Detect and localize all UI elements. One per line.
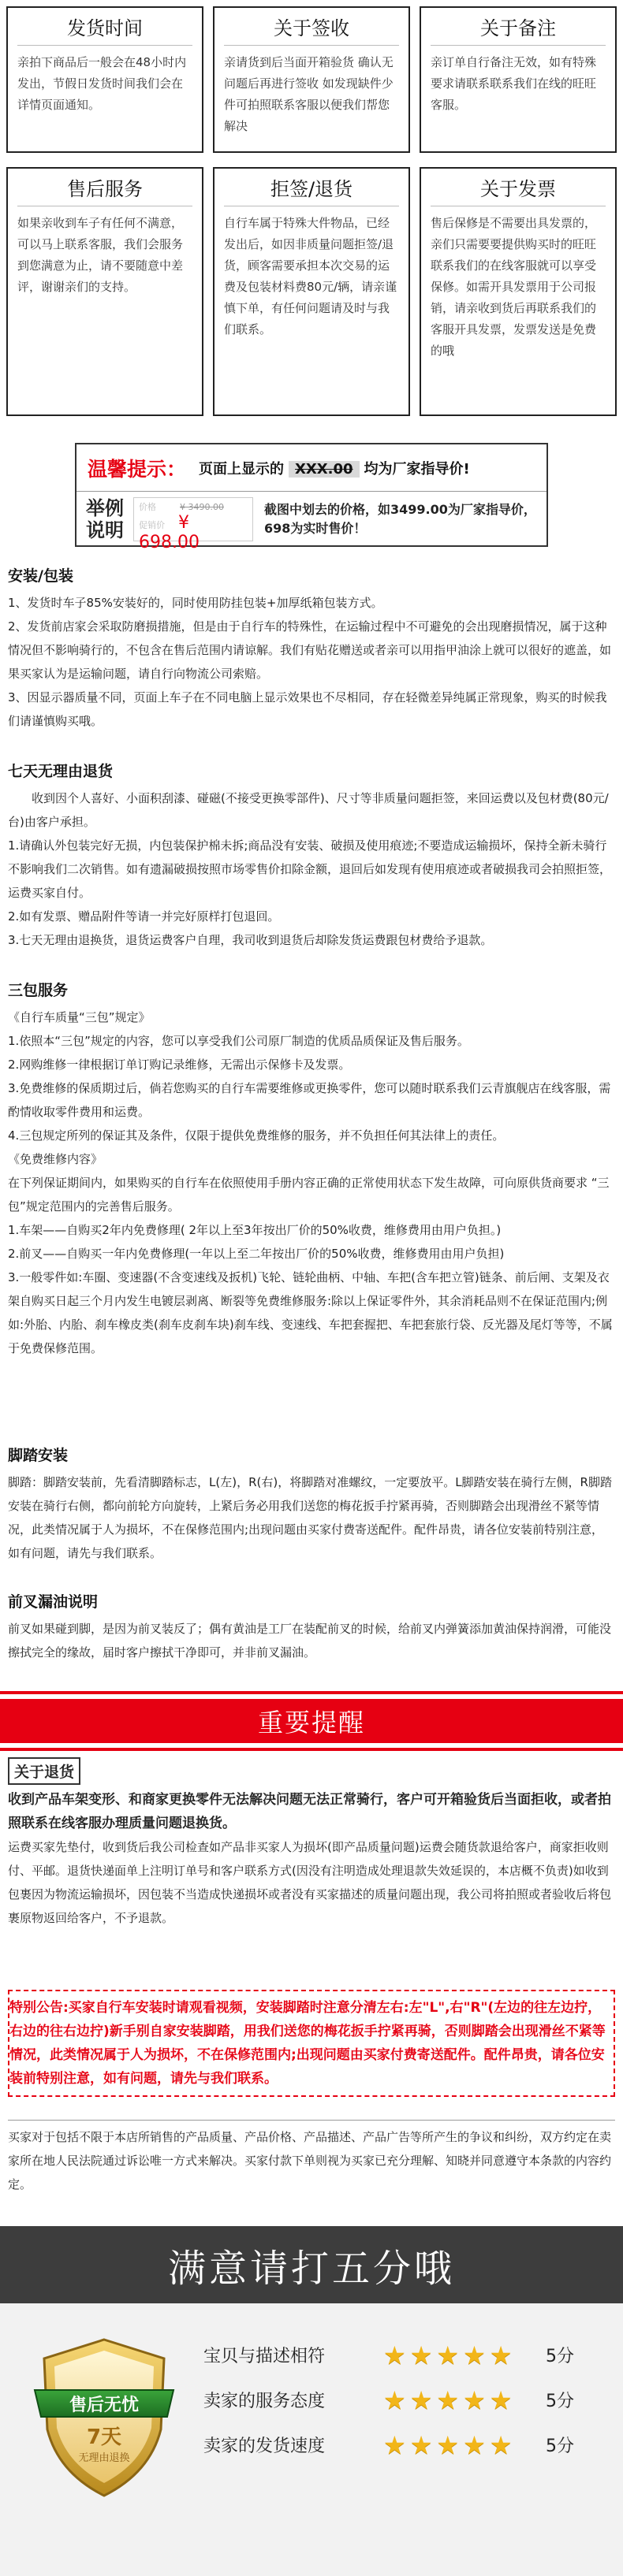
pedal-section: [8, 1444, 615, 1565]
section-title: 脚踏安装: [8, 1447, 69, 1464]
star-icon: ★: [489, 2385, 513, 2415]
return-line: 1.请确认外包装完好无损，内包装保护棉未拆;商品没有安装、破损及使用痕迹;不要造成运输损坏，保持全新未骑行不影响我们二次销售。如有遗漏破损按照市场零售价扣除金额，退回后如发现有使用痕迹或者破损我司会拍照拒签，运费买家自付。: [8, 838, 612, 900]
example-label: [76, 497, 133, 541]
rating-section: [0, 2226, 623, 2576]
sale-price: ¥ 698.00: [139, 513, 200, 552]
original-price-row: [139, 500, 248, 513]
star-icon: ★: [463, 2340, 486, 2370]
rating-banner-title: 满意请打五分哦: [167, 2246, 455, 2291]
rating-banner: [0, 2226, 623, 2303]
box-title: 售后服务: [17, 173, 192, 206]
box-title: 发货时间: [17, 13, 192, 46]
reminder-header: [76, 444, 547, 492]
warranty-red-note: 在下列保证期间内，如果购买的自行车在依照使用手册内容正确的正常使用状态下发生故障，可向原供货商要求 “三包”规定范围内的完善售后服务。: [8, 1176, 610, 1214]
star-icon: ★: [383, 2429, 406, 2460]
special-notice-text: 特别公告:买家自行车安装时请观看视频，安装脚踏时注意分清左右:左"L",右"R"(左边的往左边拧，右边的往右边拧)新手别自家安装脚踏，用我们送您的梅花扳手拧紧再骑，否则脚踏会出现滑丝不紧等情况，此类情况属于人为损坏，不在保修范围内;出现问题由买家付费寄送配件。配件昂贵，请各位安装前特别注意，如有问题，请先与我们联系。: [9, 2000, 606, 2087]
reminder-title: 温馨提示：: [88, 457, 187, 481]
warranty-line: 3.一般零件如:车圈、变速器(不含变速线及扳机)飞轮、链轮曲柄、中轴、车把(含车把立管)链条、前后闸、支架及衣架自购买日起三个月内发生电镀层剥离、断裂等免费维修服务:除以上保证零件外，其余消耗品则不在保证范围内;例如:外胎、内胎、刹车橡皮类(刹车皮刹车块)刹车线、变速线、车把套握把、车把套旅行袋、反光器及尾灯等等，不属于免费保修范围。: [8, 1270, 613, 1355]
dispute-section: [8, 2120, 615, 2196]
rating-row: [203, 2377, 598, 2422]
install-section: [8, 564, 615, 733]
star-group: [383, 2385, 541, 2415]
rating-score: 5分: [546, 2392, 574, 2411]
star-group: [383, 2340, 541, 2370]
warranty-line: 4.三包规定所列的保证其及条件，仅限于提供免费维修的服务，并不负担任何其法律上的责任。: [8, 1128, 505, 1143]
install-line: 1、发货时车子85%安装好的，同时使用防挂包装+加厚纸箱包装方式。: [8, 596, 383, 610]
box-title: 关于签收: [224, 13, 399, 46]
price-label: 价格: [139, 502, 156, 512]
rating-row: [203, 2333, 598, 2377]
star-icon: ★: [409, 2385, 433, 2415]
warranty-line: 2.前叉——自购买一年内免费修理(一年以上至二年按出厂价的50%收费，维修费用由用户负担): [8, 1247, 505, 1261]
rating-list: [203, 2333, 598, 2467]
example-note: 截图中划去的价格，如3499.00为厂家指导价，698为实时售价！: [264, 502, 536, 536]
star-icon: ★: [409, 2429, 433, 2460]
star-group: [383, 2429, 541, 2460]
box-title: 关于备注: [431, 13, 606, 46]
box-text: 如果亲收到车子有任何不满意，可以马上联系客服，我们会服务到您满意为止，请不要随意中差评，谢谢亲们的支持。: [17, 216, 184, 294]
star-icon: ★: [409, 2340, 433, 2370]
reminder-after: 均为厂家指导价!: [364, 460, 470, 478]
fork-section: [8, 1590, 615, 1664]
sale-price-row: [139, 513, 248, 552]
star-icon: ★: [436, 2429, 460, 2460]
shipping-time-box: [6, 6, 203, 153]
section-title: 七天无理由退货: [8, 763, 114, 780]
star-icon: ★: [463, 2385, 486, 2415]
pedal-text: 脚踏：脚踏安装前，先看清脚踏标志，L(左)，R(右)，将脚踏对准螺纹，一定要放平。L脚踏安装在骑行左侧，R脚踏安装在骑行右侧，都向前轮方向旋转，上紧后务必用我们送您的梅花扳手拧紧再骑，否则脚踏会出现滑丝不紧等情况，此类情况属于人为损坏，不在保修范围内;出现问题由买家付费寄送配件。配件昂贵，请各位安装前特别注意，如有问题，请先与我们联系。: [8, 1475, 612, 1560]
special-notice: [8, 1990, 615, 2097]
example-prices: [133, 497, 253, 552]
box-text: 亲请货到后当面开箱验货 确认无问题后再进行签收 如发现缺件少件可拍照联系客服以便我们帮您解决: [224, 55, 394, 133]
section-title: 前叉漏油说明: [8, 1593, 99, 1611]
promo-label: 促销价: [139, 520, 165, 530]
warranty-line: 3.免费维修的保质期过后，倘若您购买的自行车需要维修或更换零件，您可以随时联系我们云青旗舰店在线客服，需酌情收取零件费用和运费。: [8, 1081, 611, 1119]
returns-bold-text: 收到产品车架变形、和商家更换零件无法解决问题无法正常骑行，客户可开箱验货后当面拒收，或者拍照联系在线客服办理质量问题退换货。: [8, 1792, 611, 1831]
reminder-text: [199, 458, 470, 478]
invoice-box: [420, 167, 617, 416]
rating-score: 5分: [546, 2437, 574, 2456]
returns-text: 运费买家先垫付，收到货后我公司检查如产品非买家人为损坏(即产品质量问题)运费会随货款退给客户，商家拒收则付、平邮。退货快递面单上注明订单号和客户联系方式(因没有注明造成处理退款失效延误的，本店概不负责)如收到包裹因为物流运输损坏，因包装不当造成快递损坏或者没有买家描述的质量问题出现，我公司将拍照或者验收后将包裹原物返回给客户，不予退款。: [8, 1840, 612, 1925]
box-text: 亲订单自行备注无效，如有特殊要求请联系联系我们在线的旺旺客服。: [431, 55, 597, 112]
signing-box: [213, 6, 410, 153]
original-price: ¥ 3490.00: [180, 502, 224, 512]
star-icon: ★: [383, 2385, 406, 2415]
return-7day-section: [8, 760, 615, 952]
warranty-line: 1.依照本“三包”规定的内容，您可以享受我们公司原厂制造的优质品质保证及售后服务。: [8, 1034, 469, 1048]
badge-days-text: 7天: [86, 2425, 122, 2449]
badge-top-text: 售后无忧: [69, 2396, 140, 2415]
example-label-2: 说明: [86, 519, 124, 541]
example-label-1: 举例: [86, 497, 124, 519]
important-banner: [0, 1699, 623, 1743]
return-red-note: 收到因个人喜好、小面积刮漆、碰磁(不接受更换零部件)、尺寸等非质量问题拒签，来回运费以及包材费(80元/台)由客户承担。: [8, 791, 609, 829]
star-icon: ★: [463, 2429, 486, 2460]
warranty-line: 1.车架——自购买2年内免费修理( 2年以上至3年按出厂价的50%收费，维修费用由用户负担。): [8, 1223, 502, 1237]
rating-label: 卖家的发货速度: [203, 2437, 326, 2456]
remarks-box: [420, 6, 617, 153]
star-icon: ★: [436, 2385, 460, 2415]
box-title: 关于发票: [431, 173, 606, 206]
info-row-1: [6, 6, 617, 153]
about-returns-section: [8, 1757, 615, 1930]
dispute-text: 买家对于包括不限于本店所销售的产品质量、产品价格、产品描述、产品广告等所产生的争议和纠纷，双方约定在卖家所在地人民法院通过诉讼唯一方式来解决。买家付款下单则视为买家已充分理解、知晓并同意遵守本条款的内容约定。: [8, 2130, 612, 2191]
after-sales-box: [6, 167, 203, 416]
warranty-section: [8, 979, 615, 1360]
box-text: 售后保修是不需要出具发票的，亲们只需要要提供购买时的旺旺联系我们的在线客服就可以享受保修。如需开具发票用于公司报销，请亲收到货后再联系我们的客服开具发票，发票发送是免费的哦: [431, 216, 597, 358]
section-title: 三包服务: [8, 982, 69, 999]
refuse-return-box: [213, 167, 410, 416]
price-reminder: [75, 443, 548, 552]
box-title: 拒签/退货: [224, 173, 399, 206]
box-text: 亲拍下商品后一般会在48小时内发出，节假日发货时间我们会在详情页面通知。: [17, 55, 187, 112]
section-title: 安装/包装: [8, 567, 73, 585]
rating-label: 卖家的服务态度: [203, 2392, 326, 2411]
red-divider: [0, 1748, 623, 1751]
rating-label: 宝贝与描述相符: [203, 2347, 326, 2366]
install-line: 3、因显示器质量不同，页面上车子在不同电脑上显示效果也不尽相同，存在轻微差异纯属正常现象，购买的时候我们请谨慎购买哦。: [8, 690, 607, 728]
about-returns-tag: 关于退货: [8, 1757, 80, 1785]
red-divider: [0, 1691, 623, 1694]
return-line: 2.如有发票、赠品附件等请一并完好原样打包退回。: [8, 909, 280, 924]
rating-score: 5分: [546, 2347, 574, 2366]
star-icon: ★: [436, 2340, 460, 2370]
warranty-subtitle: 《免费维修内容》: [8, 1152, 103, 1166]
star-icon: ★: [383, 2340, 406, 2370]
reminder-example: [76, 492, 547, 552]
return-line: 3.七天无理由退换货，退货运费客户自理，我司收到退货后却除发货运费跟包材费给予退款。: [8, 933, 493, 947]
info-row-2: [6, 167, 617, 416]
reminder-strike-price: XXX.00: [289, 461, 360, 478]
star-icon: ★: [489, 2340, 513, 2370]
important-banner-title: 重要提醒: [257, 1708, 365, 1738]
warranty-subtitle: 《自行车质量“三包”规定》: [8, 1010, 151, 1024]
badge-sub-text: 无理由退换: [78, 2452, 130, 2464]
rating-row: [203, 2422, 598, 2467]
warranty-line: 2.网购维修一律根据订单订购记录维修，无需出示保修卡及发票。: [8, 1058, 351, 1072]
fork-text: 前叉如果碰到脚，是因为前叉装反了；偶有黄油是工厂在装配前叉的时候，给前叉内弹簧添加黄油保持润滑，可能没擦拭完全的缘故，届时客户擦拭干净即可，并非前叉漏油。: [8, 1622, 612, 1660]
star-icon: ★: [489, 2429, 513, 2460]
reminder-before: 页面上显示的: [199, 460, 285, 478]
install-line: 2、发货前店家会采取防磨损措施，但是由于自行车的特殊性，在运输过程中不可避免的会出现磨损情况，属于这种情况但不影响骑行的，不包含在售后范围内请谅解。我们有贴花赠送或者亲可以用指甲油涂上就可以很好的遮盖，如果买家认为是运输问题，请自行向物流公司索赔。: [8, 619, 612, 681]
after-sales-badge-icon: [32, 2335, 177, 2500]
box-text: 自行车属于特殊大件物品，已经发出后，如因非质量问题拒签/退货，顾客需要承担本次交易的运费及包装材料费80元/辆，请亲谨慎下单，有任何问题请及时与我们联系。: [224, 216, 397, 336]
